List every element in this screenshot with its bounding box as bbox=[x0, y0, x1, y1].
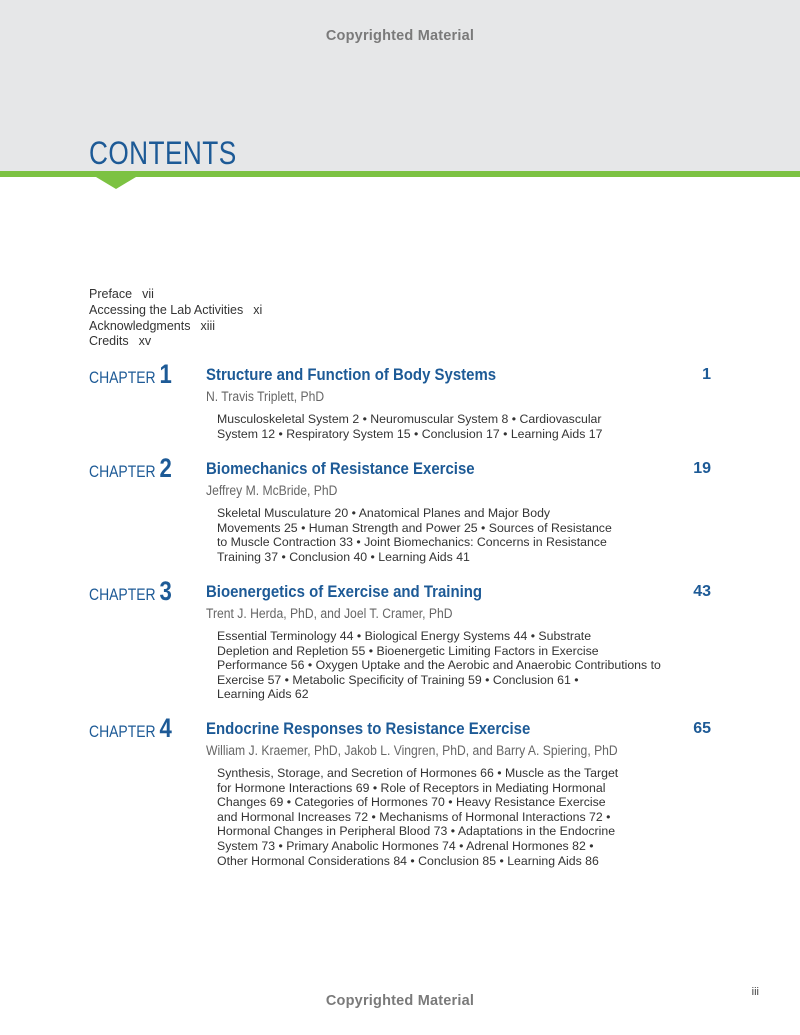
chapter-topics: Skeletal Musculature 20 • Anatomical Planes and Major Body Movements 25 • Human Strength and Power 25 • Sources of Resistance to Muscle Contraction 33 • Joint Biomechanics: Concerns in Resistance Training 37 • Conclusion 40 • Learning Aids 41 bbox=[217, 506, 612, 564]
chapter-label: CHAPTER 3 bbox=[89, 576, 172, 606]
front-matter-item[interactable]: Credits xv bbox=[89, 334, 152, 349]
chapter-title[interactable]: Bioenergetics of Exercise and Training bbox=[206, 582, 483, 601]
chapter-page: 19 bbox=[693, 460, 711, 477]
chapter-topics: Synthesis, Storage, and Secretion of Hormones 66 • Muscle as the Target for Hormone Interactions 69 • Role of Receptors in Mediating Hormonal Changes 69 • Categories of Hormones 70 • Heavy Resistance Exercise and Hormonal Increases 72 • Mechanisms of Hormonal Interactions 72 • Hormonal Changes in Peripheral Blood 73 • Adaptations in the Endocrine System 73 • Primary Anabolic Hormones 74 • Adrenal Hormones 82 • Other Hormonal Considerations 84 • Conclusion 85 • Learning Aids 86 bbox=[217, 766, 619, 868]
chapter-label: CHAPTER 2 bbox=[89, 453, 172, 483]
chapter-label: CHAPTER 4 bbox=[89, 713, 172, 743]
chapter-author: William J. Kraemer, PhD, Jakob L. Vingren, PhD, and Barry A. Spiering, PhD bbox=[206, 743, 618, 758]
front-matter-item[interactable]: Preface vii bbox=[89, 287, 154, 301]
chapter-title[interactable]: Endocrine Responses to Resistance Exercise bbox=[206, 719, 531, 738]
front-matter-item[interactable]: Accessing the Lab Activities xi bbox=[89, 302, 263, 317]
chapter-page: 65 bbox=[693, 720, 711, 737]
page-title: CONTENTS bbox=[89, 135, 237, 171]
watermark-top: Copyrighted Material bbox=[325, 28, 475, 44]
chapter-label: CHAPTER 1 bbox=[89, 359, 172, 389]
chapter-author: N. Travis Triplett, PhD bbox=[206, 389, 325, 404]
chapter-title[interactable]: Structure and Function of Body Systems bbox=[206, 365, 497, 384]
front-matter-list bbox=[89, 287, 262, 350]
chapter-topics: Essential Terminology 44 • Biological Energy Systems 44 • Substrate Depletion and Repletion 55 • Bioenergetic Limiting Factors in Exercise Performance 56 • Oxygen Uptake and the Aerobic and Anaerobic Contributions to Exercise 57 • Metabolic Specificity of Training 59 • Conclusion 61 • Learning Aids 62 bbox=[217, 629, 661, 702]
chapter-title[interactable]: Biomechanics of Resistance Exercise bbox=[206, 459, 475, 478]
chapter-author: Trent J. Herda, PhD, and Joel T. Cramer, PhD bbox=[206, 606, 453, 621]
chapter-page: 1 bbox=[702, 366, 711, 383]
watermark-bottom: Copyrighted Material bbox=[325, 993, 475, 1009]
chapter-page: 43 bbox=[693, 583, 711, 600]
page-number: iii bbox=[751, 986, 759, 998]
chapter-topics: Musculoskeletal System 2 • Neuromuscular System 8 • Cardiovascular System 12 • Respiratory System 15 • Conclusion 17 • Learning Aids 17 bbox=[217, 412, 603, 441]
front-matter-item[interactable]: Acknowledgments xiii bbox=[89, 318, 216, 333]
chapter-author: Jeffrey M. McBride, PhD bbox=[206, 483, 338, 498]
green-pointer bbox=[96, 177, 136, 189]
